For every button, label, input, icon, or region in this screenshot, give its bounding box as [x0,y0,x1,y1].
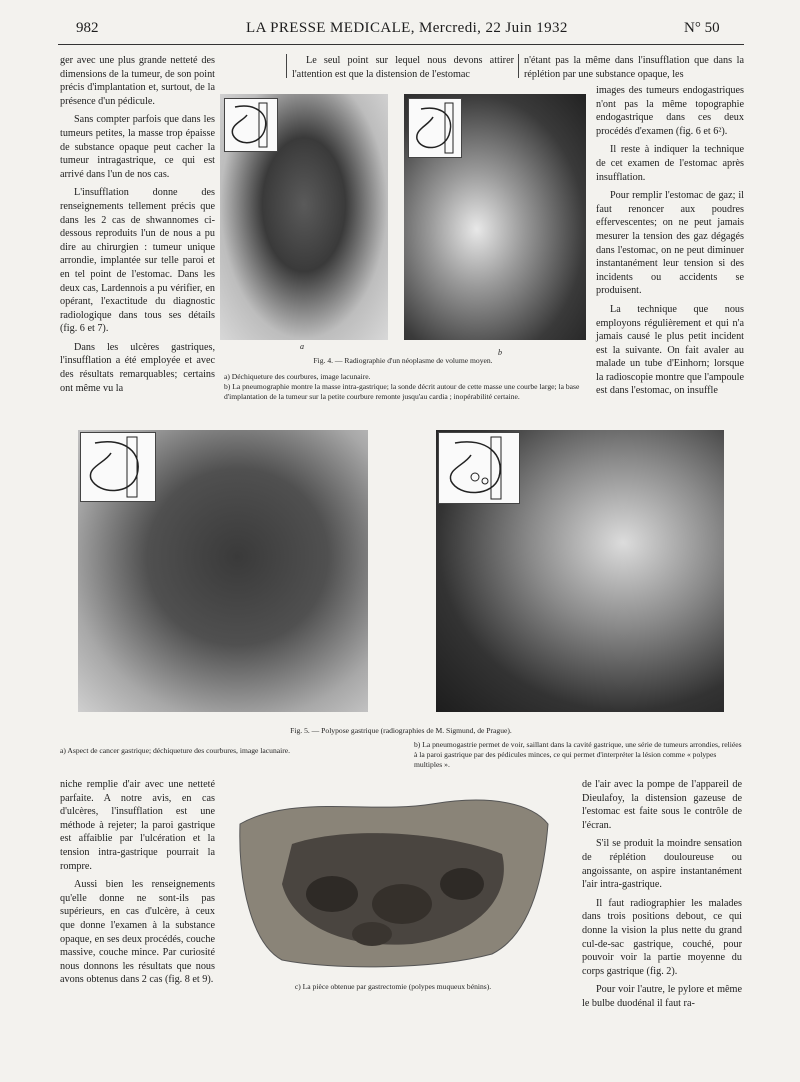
figure-4-caption-a: a) Déchiqueture des courbures, image lacunaire. [224,372,371,381]
paragraph: images des tumeurs endogastriques n'ont pas la même topographie endogastrique dans ces deux procédés d'examen (fig. 6 et 6²). [596,85,744,137]
paragraph: La technique que nous employons régulièrement et qui n'a jamais causé le plus petit incident est la suivante. On fait avaler au malade un tube d'Einhorn; lorsque la radioscopie montre que l'ampoule est dans l'estomac, on insuffle [596,303,744,397]
column-right-bottom [582,778,742,1016]
figure-5-caption-a: a) Aspect de cancer gastrique; déchiqueture des courbures, image lacunaire. [60,746,291,755]
column-middle-top [292,54,514,86]
stomach-diagram-inset [408,98,462,158]
column-right-top [596,84,744,403]
figure-4-title: Fig. 4. — Radiographie d'un néoplasme de volume moyen. [313,356,493,365]
figure-5-caption-b: b) La pneumogastrie permet de voir, saillant dans la cavité gastrique, une série de tumeurs arrondies, reliées à la paroi gastrique par des pédicules minces, ce qui permet d'interpréter la lésion comme « polypes multiples ». [414,740,742,769]
paragraph: Dans les ulcères gastriques, l'insufflation a été employée et avec des résultats remarquables; certains ont même vu la [60,341,215,394]
journal-title: LA PRESSE MEDICALE, Mercredi, 22 Juin 1932 [246,20,568,36]
column-divider [286,54,287,78]
figure-label: a [300,342,304,351]
specimen-photo-fig5c [232,784,554,974]
radiograph-fig4b [404,94,586,340]
stomach-diagram-inset [80,432,156,502]
paragraph: Le seul point sur lequel nous devons attirer l'attention est que la distension de l'estomac [292,55,514,80]
radiograph-fig5b [436,430,724,712]
paragraph: ger avec une plus grande netteté des dimensions de la tumeur, de son point précis d'implantation et, surtout, de la présence d'un pédicule. [60,55,215,107]
paragraph: n'étant pas la même dans l'insufflation que dans la réplétion par une substance opaque, les [524,55,744,80]
paragraph: Pour voir l'autre, le pylore et même le bulbe duodénal il faut ra- [582,984,742,1009]
paragraph: Il faut radiographier les malades dans trois positions debout, ce qui donne la vision la plus nette du grand cul-de-sac gastrique, couché, pour pouvoir voir la partie moyenne du corps gastrique (fig. 2). [582,897,742,977]
stomach-diagram-inset [438,432,520,504]
figure-5-caption-c: c) La pièce obtenue par gastrectomie (polypes muqueux bénins). [294,982,492,991]
paragraph: niche remplie d'air avec une netteté parfaite. A notre avis, en cas d'ulcères, l'insufflation est une méthode à rejeter; la paroi gastrique est affaiblie par l'ulcération et la tension intra-gastrique pourrait la rompre. [60,779,215,872]
paragraph: L'insufflation donne des renseignements tellement précis que dans les 2 cas de shwannomes ci-dessous reproduits l'un de nous a pu dire au chirurgien : tumeur unique arrondie, implantée sur telle paroi et en tel point de l'estomac. Dans les deux cas, Lardennois a pu vérifier, en opérant, l'exactitude du diagnostic radiologique dans tous ses détails (fig. 6 et 7). [60,187,215,335]
issue-number: N° 50 [684,20,720,36]
paragraph: Aussi bien les renseignements qu'elle donne ne sont-ils pas supérieurs, en cas d'ulcère, à ceux que donne l'examen à la substance opaque, en ses deux procédés, couche massive, couche mince. Par curiosité nous donnons les résultats que nous avons obtenus dans 2 cas (fig. 8 et 9). [60,879,215,986]
radiograph-fig5a [78,430,368,712]
paragraph: Sans compter parfois que dans les tumeurs petites, la masse trop épaisse de substance opaque peut cacher la tumeur intragastrique, ce qui est arrivé dans l'un de nos cas. [60,114,215,180]
stomach-diagram-inset [224,98,278,152]
header-rule [58,44,744,45]
column-right-top-start [524,54,744,86]
column-left-bottom [60,778,215,992]
page-number: 982 [76,20,99,36]
column-divider [518,54,519,78]
radiograph-fig4a [220,94,388,340]
paragraph: S'il se produit la moindre sensation de réplétion douloureuse ou angoissante, on aspire instantanément l'air intra-gastrique. [582,838,742,891]
figure-5-title: Fig. 5. — Polypose gastrique (radiographies de M. Sigmund, de Prague). [290,726,512,735]
paragraph: Il reste à indiquer la technique de cet examen de l'estomac après insufflation. [596,144,744,183]
paragraph: Pour remplir l'estomac de gaz; il faut renoncer aux poudres effervescentes; on ne peut jamais mesurer la tension des gaz dégagés dans l'estomac, on ne peut diminuer instantanément leur tension si des incidents ou accidents se produisent. [596,190,744,297]
figure-label: b [498,348,502,357]
column-left-top [60,54,215,400]
paragraph: de l'air avec la pompe de l'appareil de Dieulafoy, la distension gazeuse de l'estomac est faite sous le contrôle de l'écran. [582,779,742,831]
figure-4-caption-b: b) La pneumographie montre la masse intra-gastrique; la sonde décrit autour de cette masse une courbe large; la base d'implantation de la tumeur sur la petite courbure remonte jusqu'au cardia ; inopérabilité certaine. [224,382,580,401]
